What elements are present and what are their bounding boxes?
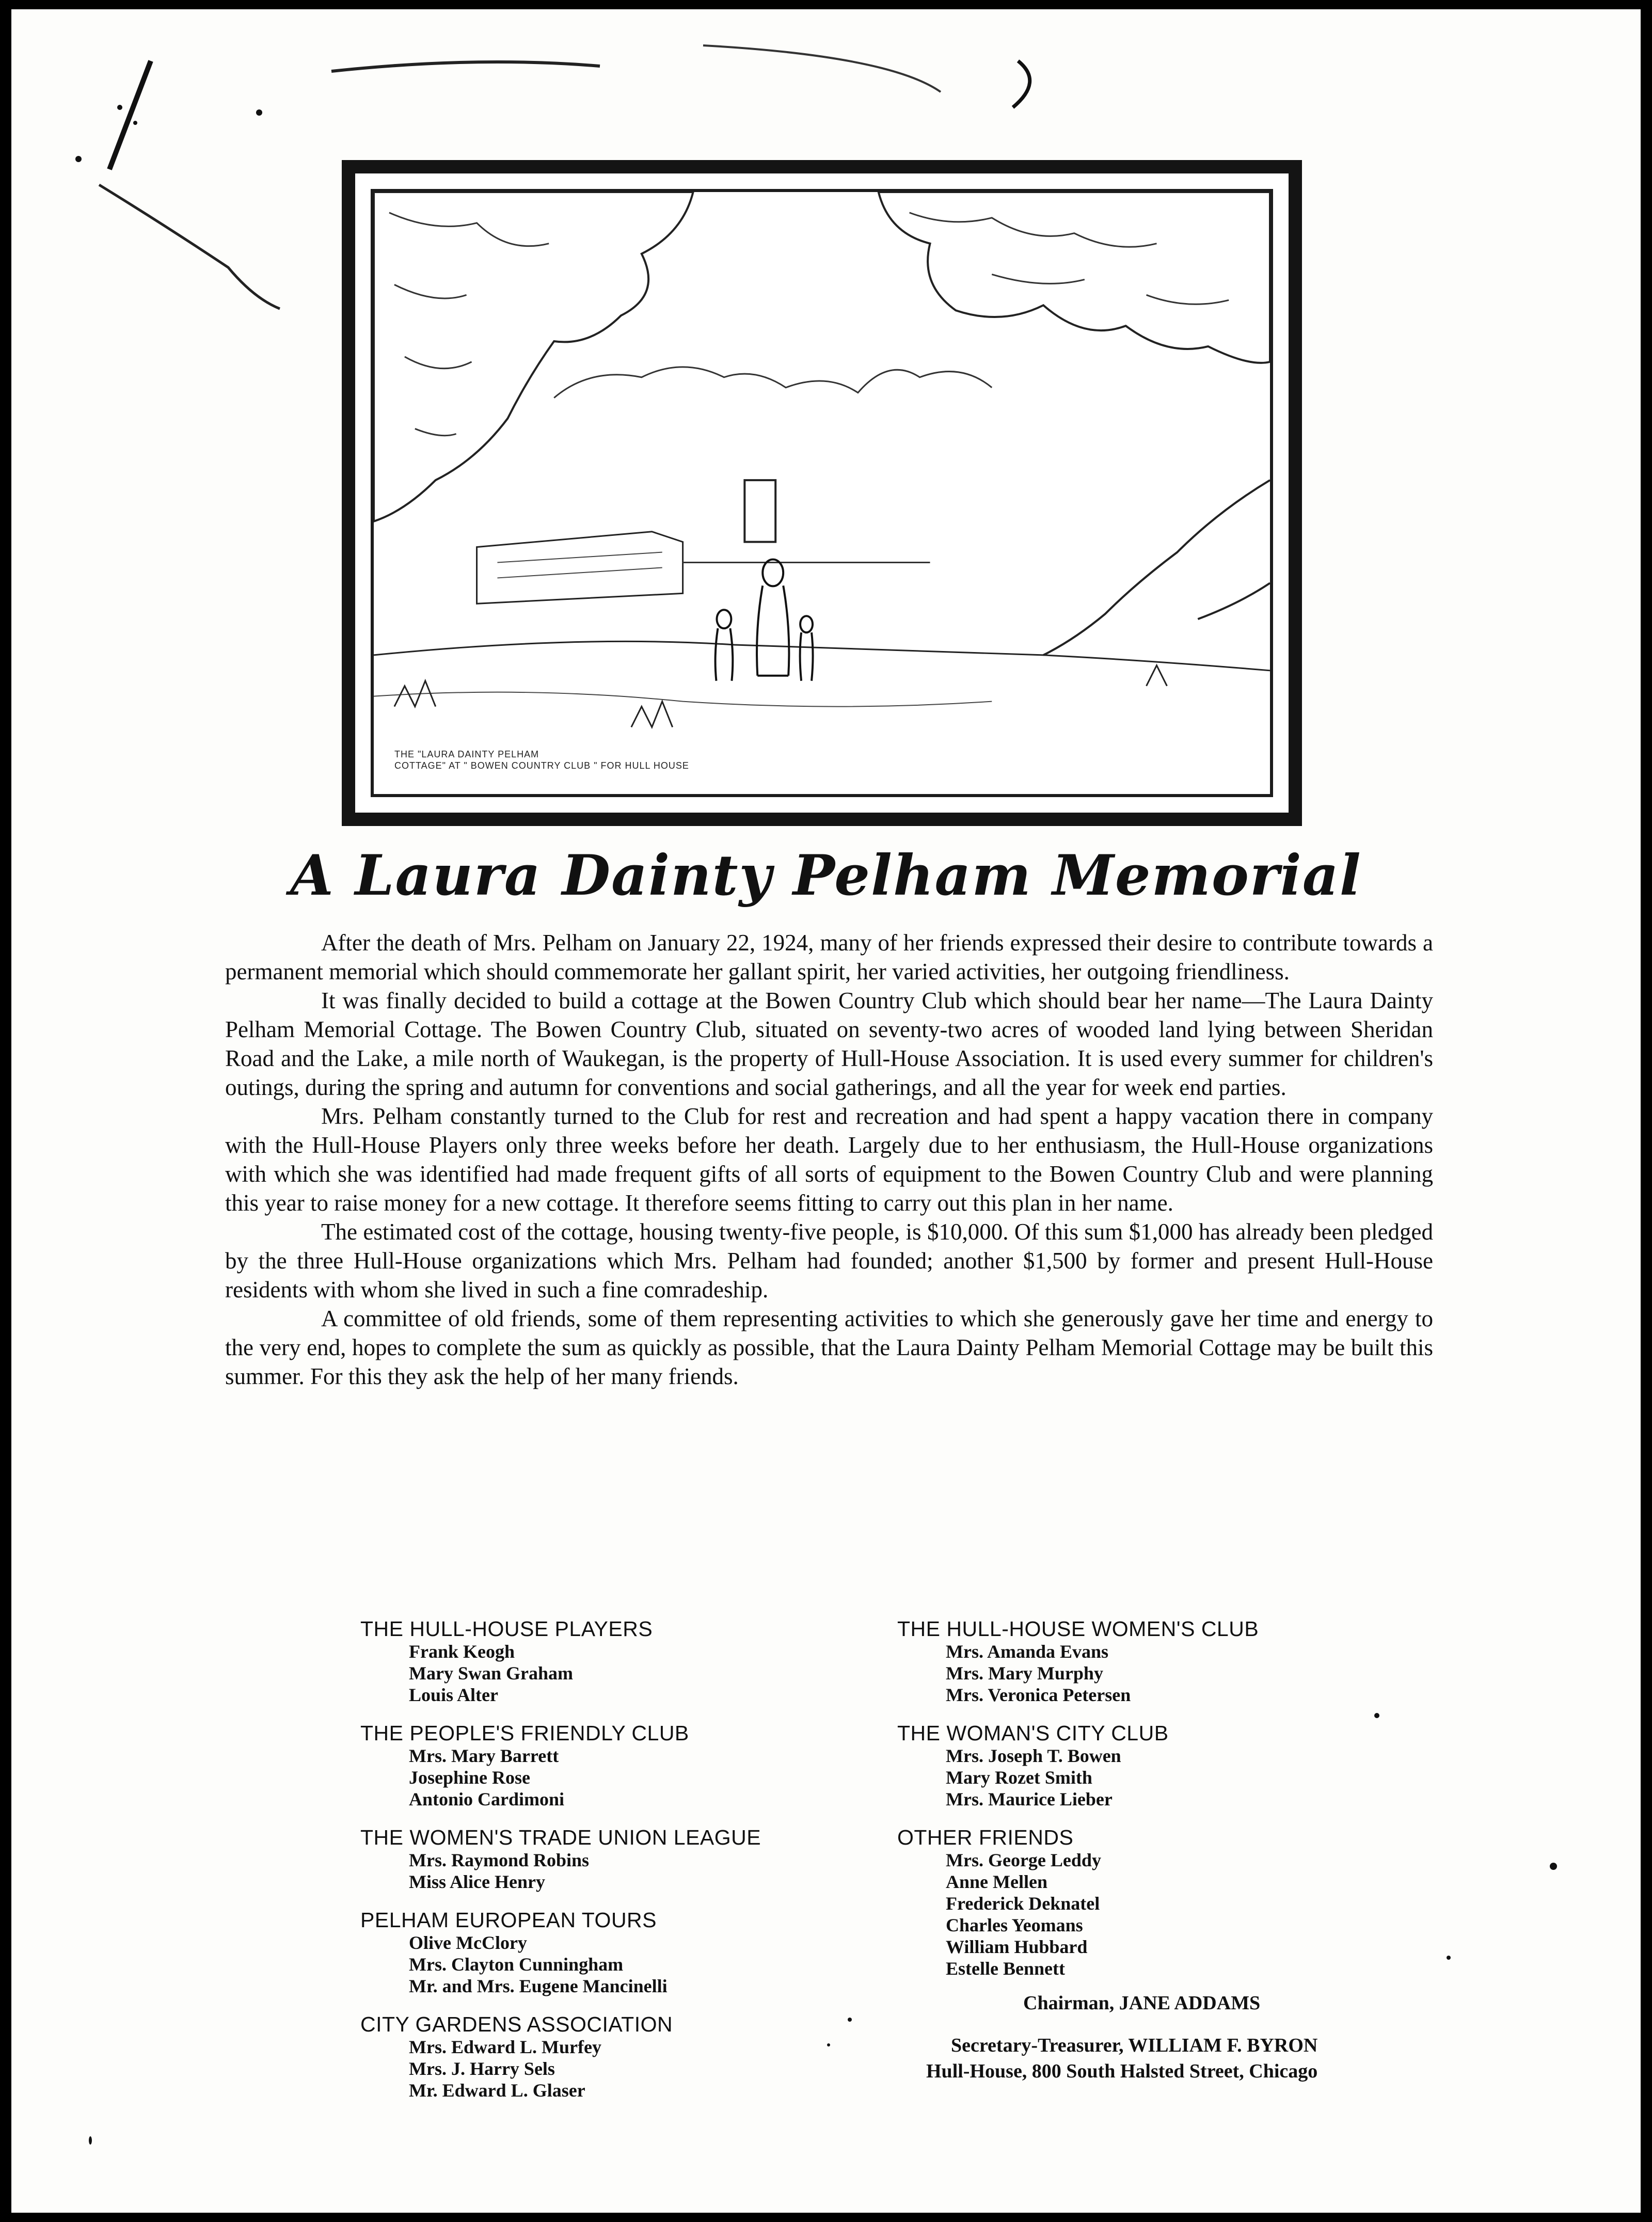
group-name: THE WOMEN'S TRADE UNION LEAGUE (360, 1826, 761, 1849)
committee-group (360, 1721, 877, 1810)
committee-group (897, 1721, 1413, 1810)
committee-group (897, 1617, 1413, 1706)
speck (89, 2136, 92, 2145)
member-name: Mrs. George Leddy (946, 1850, 1101, 1870)
caption-line: COTTAGE" AT " BOWEN COUNTRY CLUB " FOR HULL HOUSE (394, 760, 689, 771)
group-name: THE PEOPLE'S FRIENDLY CLUB (360, 1721, 689, 1745)
body-text (225, 928, 1433, 1391)
member-name: Louis Alter (409, 1685, 499, 1705)
committee-group (360, 1617, 877, 1706)
committee-group (897, 1826, 1413, 1979)
member-name: Estelle Bennett (946, 1958, 1065, 1979)
committee-right-column (897, 1617, 1413, 1995)
member-name: Mrs. Joseph T. Bowen (946, 1745, 1121, 1766)
group-name: THE HULL-HOUSE PLAYERS (360, 1617, 653, 1641)
group-name: CITY GARDENS ASSOCIATION (360, 2012, 673, 2036)
member-name: Frank Keogh (409, 1641, 515, 1662)
member-name: Frederick Deknatel (946, 1893, 1100, 1914)
member-name: Anne Mellen (946, 1871, 1047, 1892)
member-name: Mrs. Veronica Petersen (946, 1685, 1131, 1705)
illustration-caption (394, 749, 689, 771)
speck (848, 2018, 852, 2022)
member-name: Mr. Edward L. Glaser (409, 2080, 585, 2101)
group-name: THE WOMAN'S CITY CLUB (897, 1721, 1169, 1745)
illustration-frame (342, 160, 1302, 826)
member-name: Olive McClory (409, 1932, 527, 1953)
speck (1447, 1956, 1451, 1960)
speck (1550, 1863, 1557, 1870)
group-name: THE HULL-HOUSE WOMEN'S CLUB (897, 1617, 1259, 1641)
illustration (371, 189, 1273, 797)
group-name: OTHER FRIENDS (897, 1826, 1074, 1849)
member-name: Josephine Rose (409, 1767, 531, 1788)
committee-group (360, 1826, 877, 1893)
member-name: Mary Rozet Smith (946, 1767, 1092, 1788)
cottage-landscape-sketch-icon (374, 192, 1270, 794)
caption-line: THE "LAURA DAINTY PELHAM (394, 749, 539, 759)
member-name: Mrs. J. Harry Sels (409, 2058, 555, 2079)
member-name: Mrs. Maurice Lieber (946, 1789, 1113, 1810)
secretary-signature: Secretary-Treasurer, WILLIAM F. BYRON (951, 2035, 1318, 2056)
paragraph: A committee of old friends, some of them representing activities to which she generously gave her time and energy to the very end, hopes to complete the sum as quickly as possible, that the Laura Dainty Pelham Memorial Cottage may be built this summer. For this they ask the help of her many friends. (225, 1306, 1433, 1389)
paragraph: Mrs. Pelham constantly turned to the Club for rest and recreation and had spent a happy vacation there in company with the Hull-House Players only three weeks before her death. Largely due to her enthusiasm, the Hull-House organizations with which she was identified had made frequent gifts of all sorts of equipment to the Bowen Country Club and were planning this year to raise money for a new cottage. It therefore seems fitting to carry out this plan in her name. (225, 1103, 1433, 1216)
member-name: Antonio Cardimoni (409, 1789, 565, 1810)
group-name: PELHAM EUROPEAN TOURS (360, 1908, 657, 1932)
chairman-signature: Chairman, JANE ADDAMS (1023, 1992, 1261, 2014)
member-name: Miss Alice Henry (409, 1871, 545, 1892)
member-name: Mary Swan Graham (409, 1663, 573, 1684)
committee-left-column (360, 1617, 877, 2117)
member-name: Mrs. Raymond Robins (409, 1850, 590, 1870)
member-name: Mrs. Clayton Cunningham (409, 1954, 624, 1975)
paragraph: After the death of Mrs. Pelham on January 22, 1924, many of her friends expressed their desire to contribute towards a permanent memorial which should commemorate her gallant spirit, her varied activities, her outgoing friendliness. (225, 930, 1433, 985)
member-name: Charles Yeomans (946, 1915, 1083, 1935)
address-line: Hull-House, 800 South Halsted Street, Chicago (926, 2060, 1318, 2082)
member-name: Mr. and Mrs. Eugene Mancinelli (409, 1976, 668, 1996)
page-title: A Laura Dainty Pelham Memorial (290, 843, 1362, 908)
document-page (11, 9, 1641, 2213)
paragraph: The estimated cost of the cottage, housing twenty-five people, is $10,000. Of this sum $1,000 has already been pledged by the three Hull-House organizations which Mrs. Pelham had founded; another $1,500 by former and present Hull-House residents with whom she lived in such a fine comradeship. (225, 1219, 1433, 1303)
paragraph: It was finally decided to build a cottage at the Bowen Country Club which should bear her name—The Laura Dainty Pelham Memorial Cottage. The Bowen Country Club, situated on seventy-two acres of wooded land lying between Sheridan Road and the Lake, a mile north of Waukegan, is the property of Hull-House Association. It is used every summer for children's outings, during the spring and autumn for conventions and social gatherings, and all the year for week end parties. (225, 988, 1433, 1100)
speck (827, 2043, 830, 2046)
member-name: Mrs. Amanda Evans (946, 1641, 1109, 1662)
member-name: William Hubbard (946, 1937, 1088, 1957)
member-name: Mrs. Edward L. Murfey (409, 2037, 601, 2057)
committee-group (360, 2012, 877, 2101)
member-name: Mrs. Mary Barrett (409, 1745, 559, 1766)
speck (1374, 1713, 1379, 1718)
committee-group (360, 1908, 877, 1997)
member-name: Mrs. Mary Murphy (946, 1663, 1103, 1684)
